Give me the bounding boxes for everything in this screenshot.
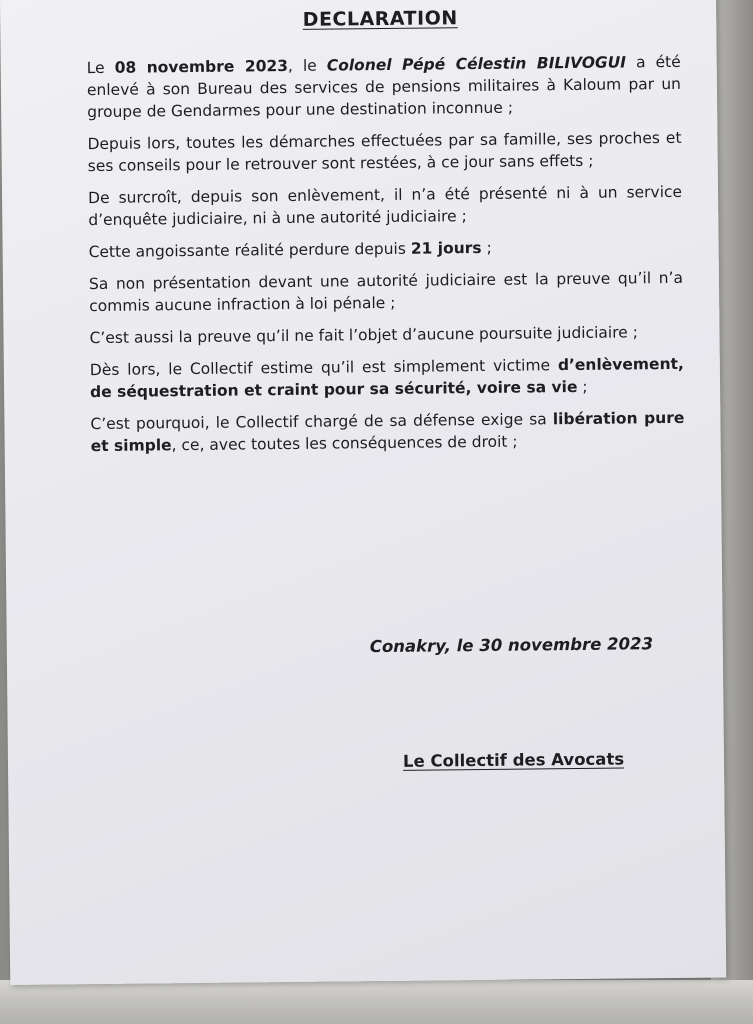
- p4-days: 21 jours: [410, 238, 482, 258]
- p1-text-e: a été enlevé à son Bureau des services de pensions militaires à Kaloum par un groupe de Gendarmes pour une destination inconnue ;: [86, 52, 682, 122]
- desk-background-bottom: [0, 980, 753, 1024]
- paragraph-duration: [89, 235, 683, 263]
- p7-text-c: ;: [577, 377, 588, 396]
- place-and-date: Conakry, le 30 novembre 2023: [369, 634, 654, 657]
- p7-charges: d’enlèvement, de séquestration et craint pour sa sécurité, voire sa vie: [90, 354, 684, 402]
- p1-date: 08 novembre 2023: [114, 56, 289, 77]
- p1-text-c: , le: [287, 56, 327, 75]
- paragraph-demand: [90, 407, 684, 457]
- document-title: [80, 5, 680, 33]
- p8-text-c: , ce, avec toutes les conséquences de droit ;: [171, 432, 518, 455]
- document-body: [80, 5, 685, 771]
- p8-release: libération pure et simple: [90, 408, 685, 456]
- p7-text-a: Dès lors, le Collectif estime qu’il est simplement victime: [89, 356, 558, 380]
- paragraph-family-efforts: Depuis lors, toutes les démarches effectuées par sa famille, ses proches et ses conseils pour le retrouver sont restées, à ce jour sans effets ;: [87, 128, 682, 176]
- p8-text-a: C’est pourquoi, le Collectif chargé de sa défense exige sa: [90, 410, 553, 434]
- paragraph-abduction: [87, 51, 682, 123]
- p1-text-a: Le: [86, 58, 115, 78]
- paragraph-no-prosecution: C’est aussi la preuve qu’il ne fait l’objet d’aucune poursuite judiciaire ;: [89, 323, 638, 348]
- paragraph-victim: [90, 353, 684, 403]
- title-text: DECLARATION: [302, 7, 458, 31]
- p4-text-a: Cette angoissante réalité perdure depuis: [88, 239, 411, 262]
- p1-person-name: Colonel Pépé Célestin BILIVOGUI: [326, 53, 627, 75]
- signatory: Le Collectif des Avocats: [402, 749, 625, 771]
- paragraph-no-presentation: De surcroît, depuis son enlèvement, il n’a été présenté ni à un service d’enquête judiciaire, ni à une autorité judiciaire ;: [87, 182, 683, 230]
- p4-text-c: ;: [481, 238, 492, 257]
- paragraph-no-offence: Sa non présentation devant une autorité judiciaire est la preuve qu’il n’a commis aucune infraction à loi pénale ;: [88, 268, 684, 316]
